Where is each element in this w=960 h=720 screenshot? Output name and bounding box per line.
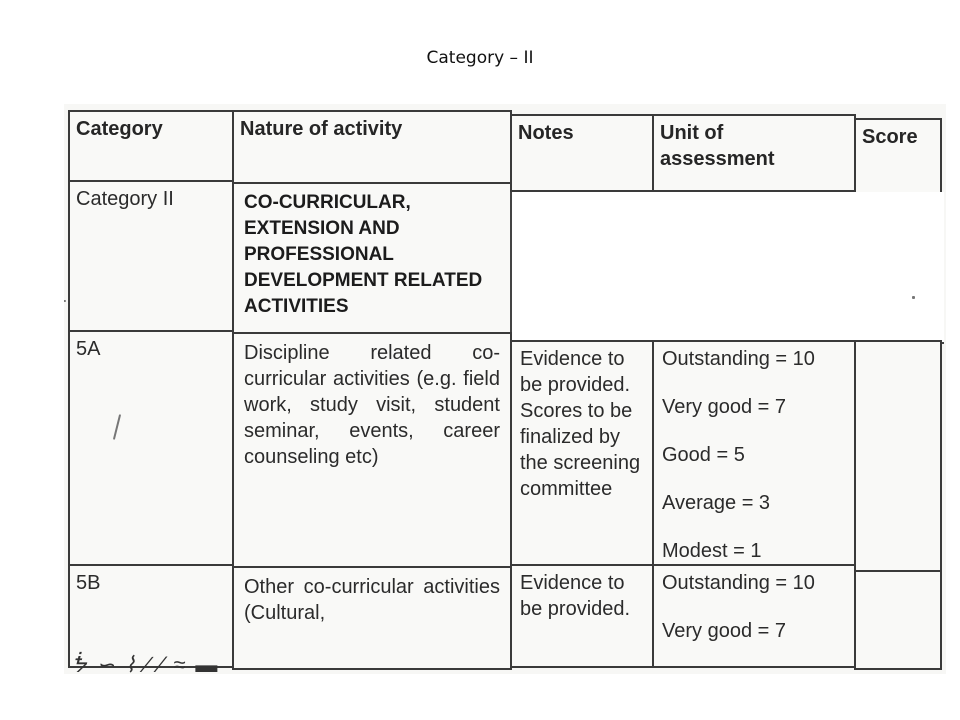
slide-title: Category – II <box>426 48 534 68</box>
row-5a-score <box>854 340 942 572</box>
scan-speck <box>912 296 915 299</box>
handwriting-scribble: ᖭ ∽ ⌇ ∕ ⁄ ≈ ▬ <box>72 652 220 674</box>
row-5a-notes: Evidence to be provided. Scores to be finalized by the screening committee <box>510 340 654 566</box>
row-5b-nature: Other co-curricular activities (Cultural, <box>232 566 512 670</box>
unit-very-good: Very good = 7 <box>662 396 786 418</box>
unit-outstanding: Outstanding = 10 <box>662 572 815 594</box>
category-ii-title: CO-CURRICULAR, EXTENSION AND PROFESSIONAL DEVELOPMENT RELATED ACTIVITIES <box>232 182 512 334</box>
row-5a-id: 5A <box>68 330 234 566</box>
scan-speck <box>64 300 66 302</box>
unit-outstanding: Outstanding = 10 <box>662 348 815 370</box>
header-unit-of-assessment: Unit of assessment <box>652 114 856 192</box>
category-ii-cell: Category II <box>68 180 234 332</box>
header-nature-of-activity: Nature of activity <box>232 110 512 190</box>
unit-very-good: Very good = 7 <box>662 620 786 642</box>
row-5a-nature: Discipline related co-curricular activities (e.g. field work, study visit, student seminar, events, career counseling etc) <box>232 332 512 568</box>
unit-good: Good = 5 <box>662 444 745 466</box>
blank-patch <box>510 192 944 344</box>
row-5b-notes: Evidence to be provided. <box>510 564 654 668</box>
header-notes: Notes <box>510 114 654 192</box>
row-5b-units <box>652 564 856 668</box>
scanned-table-image <box>64 104 946 674</box>
row-5b-id: 5B <box>68 564 234 668</box>
row-5b-score <box>854 570 942 670</box>
header-score: Score <box>854 118 942 194</box>
header-category: Category <box>68 110 234 182</box>
unit-average: Average = 3 <box>662 492 771 514</box>
unit-modest: Modest = 1 <box>662 540 762 562</box>
row-5a-units <box>652 340 856 566</box>
